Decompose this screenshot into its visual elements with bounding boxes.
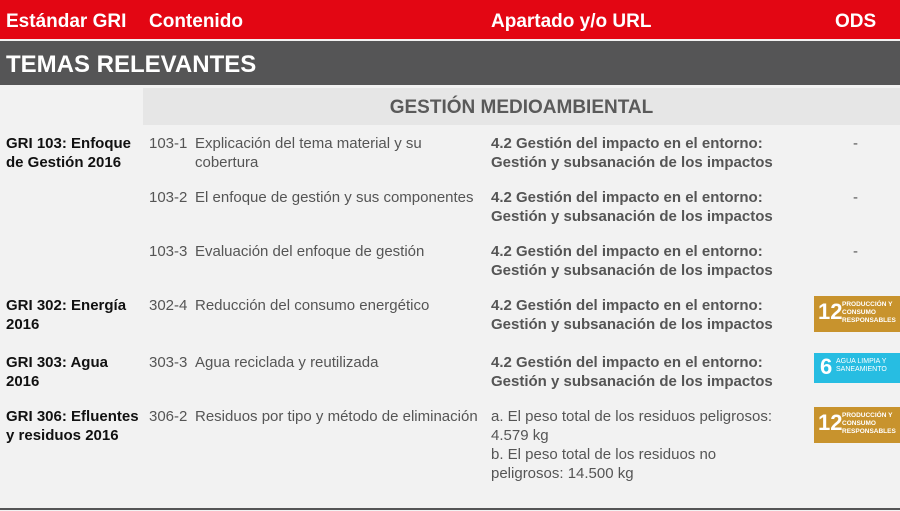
gri-standard: GRI 306: Efluentes y residuos 2016	[6, 408, 139, 444]
content-description: Evaluación del enfoque de gestión	[195, 243, 425, 260]
sdg-12-badge-icon	[814, 407, 900, 443]
sdg-6-badge-icon	[814, 353, 900, 383]
gri-standard: GRI 302: Energía 2016	[6, 297, 127, 333]
content-code: 103-3	[149, 243, 188, 260]
sdg-number: 12	[818, 410, 843, 435]
section-reference: 4.2 Gestión del impacto en el entorno: Gestión y subsanación de los impactos	[491, 243, 773, 279]
content-code: 103-2	[149, 189, 188, 206]
content-code: 306-2	[149, 408, 188, 425]
gri-standard: GRI 303: Agua 2016	[6, 354, 108, 390]
ods-empty: -	[853, 135, 858, 152]
content-code: 303-3	[149, 354, 188, 371]
gri-standard: GRI 103: Enfoque de Gestión 2016	[6, 135, 132, 171]
section-reference: 4.2 Gestión del impacto en el entorno: Gestión y subsanación de los impactos	[491, 354, 773, 390]
section-line: b. El peso total de los residuos no peligrosos: 14.500 kg	[491, 446, 717, 482]
subsection-title: GESTIÓN MEDIOAMBIENTAL	[389, 97, 654, 118]
header-section-url: Apartado y/o URL	[491, 11, 652, 32]
content-code: 302-4	[149, 297, 188, 314]
sdg-label: PRODUCCIÓN Y CONSUMO RESPONSABLES	[842, 301, 896, 324]
section-band	[0, 41, 900, 85]
ods-empty: -	[853, 189, 858, 206]
header-gri-standard: Estándar GRI	[6, 11, 127, 32]
table-bottom-divider	[0, 508, 900, 510]
subsection-band	[143, 88, 900, 125]
table-header	[0, 0, 900, 39]
sdg-label: AGUA LIMPIA Y SANEAMIENTO	[836, 358, 887, 373]
sdg-label: PRODUCCIÓN Y CONSUMO RESPONSABLES	[842, 412, 896, 435]
content-description: El enfoque de gestión y sus componentes	[195, 189, 474, 206]
content-code: 103-1	[149, 135, 188, 152]
section-line: a. El peso total de los residuos peligrosos: 4.579 kg	[491, 408, 772, 444]
header-content: Contenido	[149, 11, 243, 32]
section-reference: 4.2 Gestión del impacto en el entorno: Gestión y subsanación de los impactos	[491, 297, 773, 333]
content-description: Agua reciclada y reutilizada	[195, 354, 379, 371]
sdg-12-badge-icon	[814, 296, 900, 332]
section-reference	[491, 407, 791, 483]
section-title: TEMAS RELEVANTES	[6, 51, 257, 78]
content-description: Reducción del consumo energético	[195, 297, 430, 314]
section-reference: 4.2 Gestión del impacto en el entorno: Gestión y subsanación de los impactos	[491, 189, 773, 225]
section-reference: 4.2 Gestión del impacto en el entorno: Gestión y subsanación de los impactos	[491, 135, 773, 171]
ods-empty: -	[853, 243, 858, 260]
content-description: Residuos por tipo y método de eliminación	[195, 408, 478, 425]
sdg-number: 12	[818, 299, 843, 324]
header-ods: ODS	[835, 11, 877, 32]
sdg-number: 6	[820, 354, 833, 379]
content-description: Explicación del tema material y su cobertura	[195, 135, 422, 171]
